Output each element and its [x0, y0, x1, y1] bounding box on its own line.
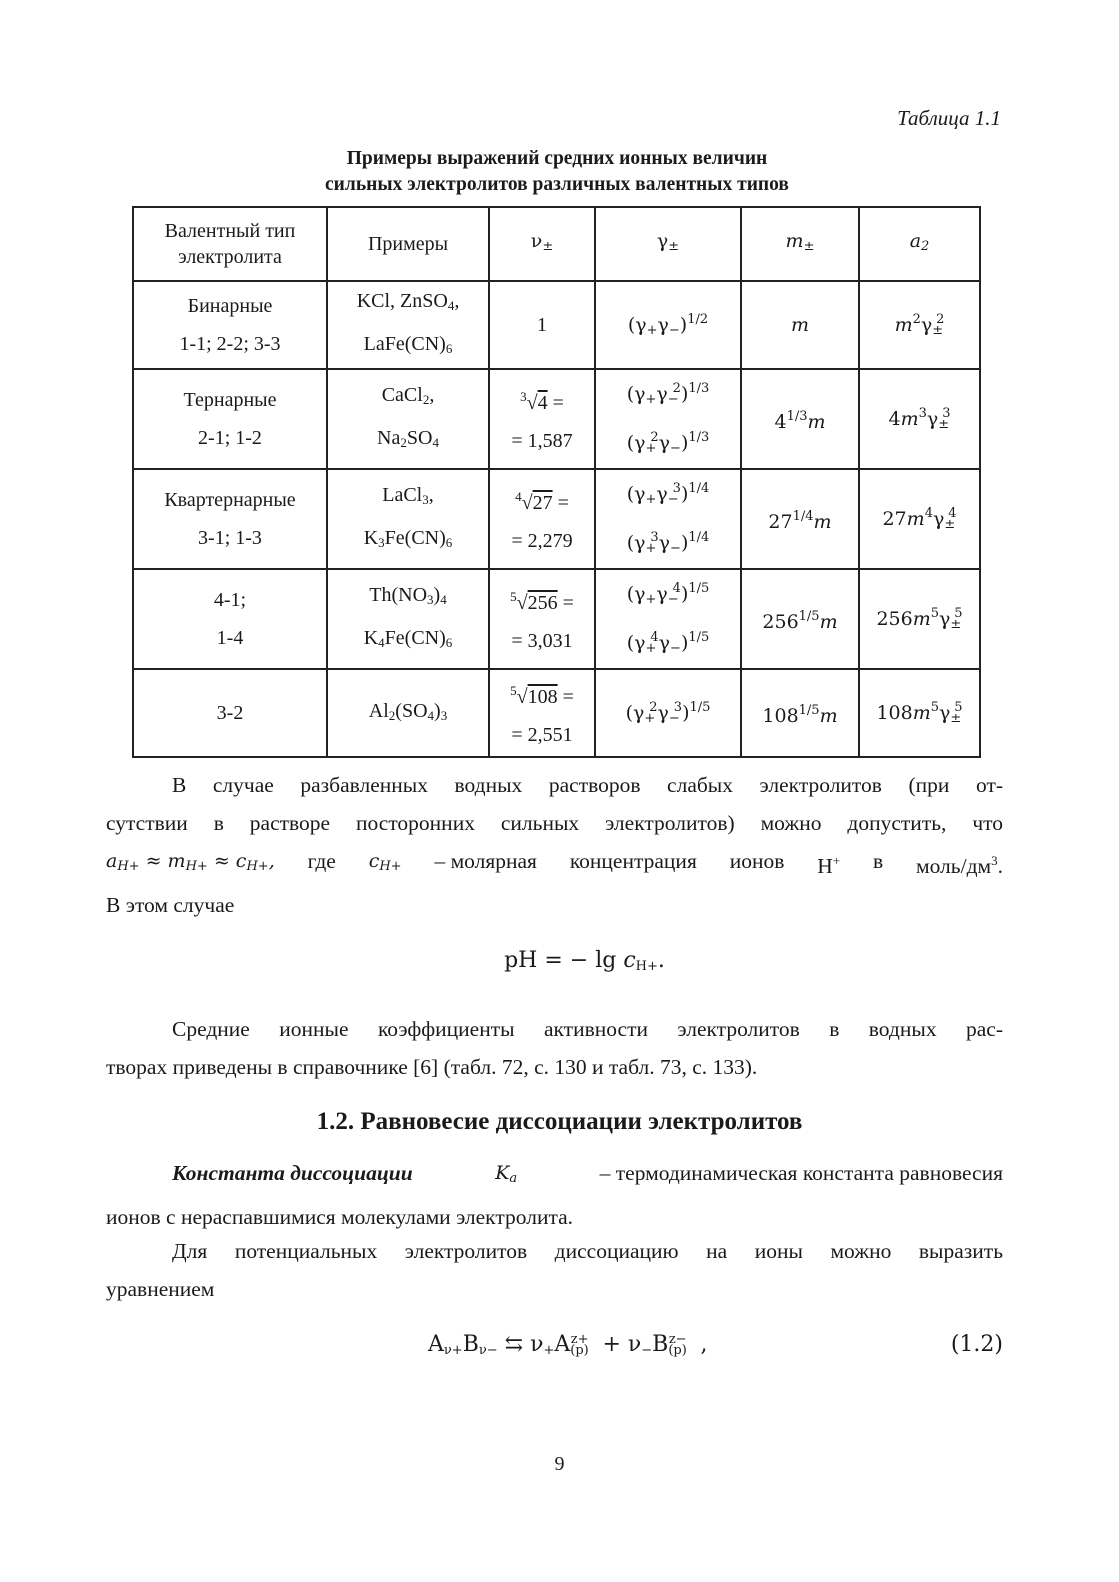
cell-gamma: $(\gamma_+^2\gamma_-^3)^{1/5}$ [595, 669, 741, 757]
header-nu: $\nu_\pm$ [489, 207, 595, 281]
header-a: $a_2$ [859, 207, 980, 281]
cell-a: $m^2\gamma_\pm^2$ [859, 281, 980, 369]
ph-formula: pH = − $\lg c_{H+}$. [504, 948, 665, 974]
cell-a: $4m^3\gamma_\pm^3$ [859, 369, 980, 469]
cell-gamma: $(\gamma_+\gamma_-^4)^{1/5}$ $(\gamma_+^4\gamma_-)^{1/5}$ [595, 569, 741, 669]
cell-m: $256^{1/5}m$ [741, 569, 859, 669]
paragraph-dissociation-constant: Константа диссоциации $K_a$ – термодинамическая константа равновесия ионов с нераспавшимися молекулами электролита. [106, 1154, 1003, 1236]
cell-gamma: $(\gamma_+\gamma_-^2)^{1/3}$ $(\gamma_+^2\gamma_-)^{1/3}$ [595, 369, 741, 469]
header-gamma: $\gamma_\pm$ [595, 207, 741, 281]
table-row [133, 569, 980, 669]
table-label: Таблица 1.1 [897, 106, 1001, 130]
section-heading: 1.2. Равновесие диссоциации электролитов [316, 1108, 803, 1135]
term-dissociation-constant: Константа диссоциации [172, 1161, 413, 1185]
table-title-line-1: Примеры выражений средних ионных величин [346, 148, 768, 169]
table-title [132, 146, 982, 198]
cell-type: Тернарные 2-1; 1-2 [133, 369, 327, 469]
page-number: 9 [554, 1453, 565, 1475]
paragraph-potential-electrolytes: Для потенциальных электролитов диссоциацию на ионы можно выразить уравнением [106, 1239, 1003, 1301]
table-row [133, 281, 980, 369]
cell-nu: $^3$√4 = = 1,587 [489, 369, 595, 469]
cell-nu: $^5$√108 = = 2,551 [489, 669, 595, 757]
cell-a: $27m^4\gamma_\pm^4$ [859, 469, 980, 569]
cell-m: $4^{1/3}m$ [741, 369, 859, 469]
table-row [133, 369, 980, 469]
cell-type: 4-1; 1-4 [133, 569, 327, 669]
cell-type: 3-2 [133, 669, 327, 757]
cell-a: $256m^5\gamma_\pm^5$ [859, 569, 980, 669]
cell-a: $108m^5\gamma_\pm^5$ [859, 669, 980, 757]
cell-m: $27^{1/4}m$ [741, 469, 859, 569]
table-title-line-2: сильных электролитов различных валентных типов [325, 174, 789, 195]
table-row [133, 669, 980, 757]
paragraph-reference: Средние ионные коэффициенты активности электролитов в водных рас- творах приведены в справочнике [6] (табл. 72, с. 130 и табл. 73, с. 133). [106, 1017, 1003, 1079]
cell-examples: CaCl$_2$, $Na_2SO_4$ [327, 369, 489, 469]
cell-gamma: $(\gamma_+\gamma_-)^{1/2}$ [595, 281, 741, 369]
cell-m: m [741, 281, 859, 369]
cell-examples: $Al_2(SO_4)_3$ [327, 669, 489, 757]
cell-type: Бинарные 1-1; 2-2; 3-3 [133, 281, 327, 369]
cell-examples: KCl, ZnSO$_4$, $LaFe(CN)_6$ [327, 281, 489, 369]
header-m: $m_\pm$ [741, 207, 859, 281]
table-header-row [133, 207, 980, 281]
header-examples: Примеры [327, 207, 489, 281]
cell-nu: $^5$√256 = = 3,031 [489, 569, 595, 669]
equation-number: (1.2) [950, 1332, 1003, 1357]
table-row [133, 469, 980, 569]
cell-examples: $Th(NO_3)_4$ $K_4Fe(CN)_6$ [327, 569, 489, 669]
cell-gamma: $(\gamma_+\gamma_-^3)^{1/4}$ $(\gamma_+^3\gamma_-)^{1/4}$ [595, 469, 741, 569]
ionic-quantities-table [132, 206, 981, 758]
dissociation-equation: $A_{\nu+}B_{\nu-}$ ⇆ $\nu_+A_{(p)}^{z+} + \nu_-B_{(p)}^{z-}$ , [428, 1332, 708, 1358]
paragraph-dilute-solutions: В случае разбавленных водных растворов слабых электролитов (при от- сутствии в растворе посторонних сильных электролитов) можно допустить, что $a_{H+} \approx m_{H+} \approx c_{H+}$, где $c_{H+}$ – молярная концентрация ионов H+ в моль/$дм^3$. В этом случае [106, 773, 1003, 917]
cell-nu: 1 [489, 281, 595, 369]
header-valence-type: Валентный тип электролита [133, 207, 327, 281]
cell-examples: LaCl$_3$, $K_3Fe(CN)_6$ [327, 469, 489, 569]
cell-m: $108^{1/5}m$ [741, 669, 859, 757]
cell-nu: $^4$√27 = = 2,279 [489, 469, 595, 569]
activity-approx-formula: $a_{H+} \approx m_{H+} \approx c_{H+}$, [106, 850, 275, 874]
cell-type: Квартернарные 3-1; 1-3 [133, 469, 327, 569]
